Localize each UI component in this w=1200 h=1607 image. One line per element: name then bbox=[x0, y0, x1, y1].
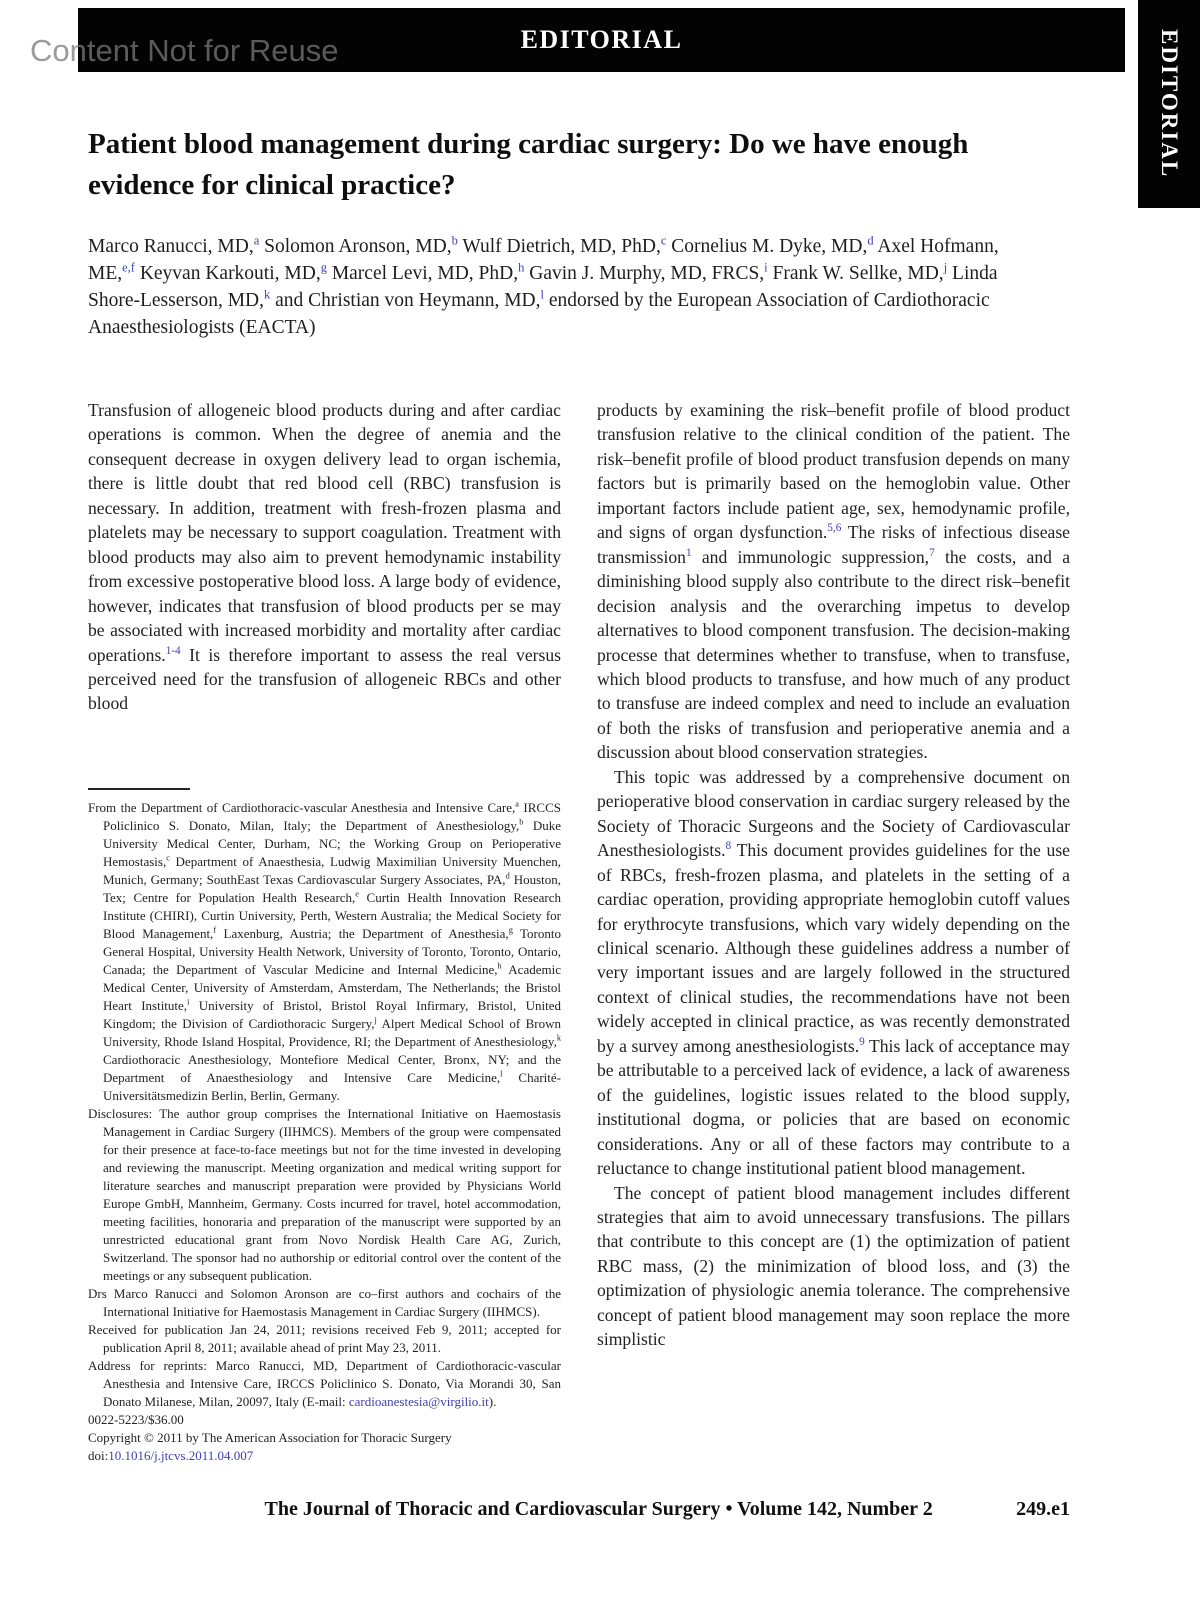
footnote-cofirst-authors: Drs Marco Ranucci and Solomon Aronson are co–first authors and cochairs of the International Initiative for Haemostasis Management in Cardiac Surgery (IIHMCS). bbox=[88, 1286, 561, 1319]
affiliation-ref: k bbox=[556, 1033, 561, 1043]
footnote-reprints-address: Address for reprints: Marco Ranucci, MD, Department of Cardiothoracic-vascular Anesthesia and Intensive Care, IRCCS Policlinico S. Donato, Via Morandi 30, San Donato Milanese, Milan, 20097, Italy (E-mail: cardioanestesia@virgilio.it). bbox=[88, 1358, 561, 1409]
page-footer bbox=[88, 1498, 1070, 1528]
citation-ref[interactable]: j bbox=[943, 260, 948, 275]
body-paragraph: products by examining the risk–benefit profile of blood product transfusion relative to the clinical condition of the patient. The risk–benefit profile of blood product transfusion depends on many factors but is primarily based on the hemoglobin value. Other important factors include patient age, sex, hemodynamic profile, and signs of organ dysfunction.$^{5,6}$ The risks of infectious disease transmission$^1$ and immunologic suppression,$^7$ the costs, and a diminishing blood supply also contribute to the direct risk–benefit decision analysis and the overarching impetus to develop alternatives to blood component transfusion. The decision-making processe that determines whether to transfuse, when to transfuse, which blood products to transfuse, and how much of any product to transfuse are indeed complex and need to include an evaluation of both the risks of transfusion and perioperative anemia and a discussion about blood conservation strategies. bbox=[597, 400, 1071, 763]
affiliation-ref: i bbox=[187, 997, 190, 1007]
article-title: Patient blood management during cardiac surgery: Do we have enough evidence for clinical practice? bbox=[88, 128, 969, 202]
affiliation-ref: f bbox=[213, 925, 217, 935]
affiliation-ref: e bbox=[355, 889, 359, 899]
body-paragraph: Transfusion of allogeneic blood products during and after cardiac operations is common. When the degree of anemia and the consequent decrease in oxygen delivery lead to organ ischemia, there is little doubt that red blood cell (RBC) transfusion is necessary. In addition, treatment with fresh-frozen plasma and platelets may be necessary to support coagulation. Treatment with blood products may also aim to prevent hemodynamic instability from excessive postoperative blood loss. A large body of evidence, however, indicates that transfusion of blood products per se may be associated with increased morbidity and mortality after cardiac operations.$^{1-4}$ It is therefore important to assess the real versus perceived need for the transfusion of allogeneic RBCs and other blood bbox=[88, 400, 561, 714]
citation-ref[interactable]: i bbox=[764, 260, 768, 275]
inline-link[interactable]: cardioanestesia@virgilio.it bbox=[348, 1394, 489, 1409]
citation-ref[interactable]: d bbox=[867, 233, 874, 248]
journal-volume-line: The Journal of Thoracic and Cardiovascular Surgery • Volume 142, Number 2 bbox=[264, 1498, 933, 1520]
inline-link[interactable]: 10.1016/j.jtcvs.2011.04.007 bbox=[108, 1448, 254, 1463]
citation-ref[interactable]: 5,6 bbox=[827, 522, 842, 535]
affiliation-ref: l bbox=[500, 1069, 503, 1079]
affiliation-ref: b bbox=[519, 817, 524, 827]
citation-ref[interactable]: a bbox=[253, 233, 260, 248]
content-reuse-watermark: Content Not for Reuse bbox=[30, 33, 339, 68]
citation-ref[interactable]: l bbox=[540, 287, 544, 302]
right-column bbox=[597, 398, 1070, 1352]
footnote-received-dates: Received for publication Jan 24, 2011; revisions received Feb 9, 2011; accepted for publication April 8, 2011; available ahead of print May 23, 2011. bbox=[88, 1322, 561, 1355]
affiliation-ref: d bbox=[505, 871, 510, 881]
affiliation-ref: c bbox=[166, 853, 170, 863]
citation-ref[interactable]: 8 bbox=[725, 840, 732, 853]
citation-ref[interactable]: h bbox=[518, 260, 525, 275]
editorial-side-tab bbox=[1138, 0, 1200, 208]
affiliation-ref: a bbox=[515, 799, 519, 809]
citation-ref[interactable]: b bbox=[451, 233, 458, 248]
affiliation-ref: h bbox=[497, 961, 502, 971]
body-paragraph: This topic was addressed by a comprehensive document on perioperative blood conservation in cardiac surgery released by the Society of Thoracic Surgeons and the Society of Cardiovascular Anesthesiologists.$^8$ This document provides guidelines for the use of RBCs, fresh-frozen plasma, and platelets in the setting of a cardiac operation, providing appropriate hemoglobin cutoff values for erythrocyte transfusions, which vary widely depending on the clinical scenario. Although these guidelines address a number of very important issues and are largely followed in the structured context of clinical studies, the recommendations have not been widely accepted in clinical practice, as was recently demonstrated by a survey among anesthesiologists.$^9$ This lack of acceptance may be attributable to a perceived lack of evidence, a lack of awareness of the guidelines, logistic issues related to the blood supply, institutional dogma, or policies that are based on economic considerations. Any or all of these factors may contribute to a reluctance to change institutional patient blood management. bbox=[597, 766, 1070, 1179]
footnote-doi: doi:10.1016/j.jtcvs.2011.04.007 bbox=[88, 1448, 254, 1463]
page-number: 249.e1 bbox=[1016, 1498, 1070, 1520]
left-column bbox=[88, 398, 561, 716]
citation-ref[interactable]: k bbox=[264, 287, 271, 302]
footnote-issn-price: 0022-5223/$36.00 bbox=[88, 1412, 184, 1427]
body-paragraph: The concept of patient blood management includes different strategies that aim to avoid unnecessary transfusions. The pillars that contribute to this concept are (1) the optimization of patient RBC mass, (2) the minimization of blood loss, and (3) the optimization of physiologic anemia tolerance. The comprehensive concept of patient blood management may soon replace the more simplistic bbox=[597, 1182, 1070, 1350]
author-list: Marco Ranucci, MD,$^a$ Solomon Aronson, MD,$^b$ Wulf Dietrich, MD, PhD,$^c$ Cornelius M. Dyke, MD,$^d$ Axel Hofmann, ME,$^{e,f}$ Keyvan Karkouti, MD,$^g$ Marcel Levi, MD, PhD,$^h$ Gavin J. Murphy, MD, FRCS,$^i$ Frank W. Sellke, MD,$^j$ Linda Shore-Lesserson, MD,$^k$ and Christian von Heymann, MD,$^l$ endorsed by the European Association of Cardiothoracic Anaesthesiologists (EACTA) bbox=[88, 233, 999, 338]
citation-ref[interactable]: 1 bbox=[685, 546, 692, 559]
affiliation-ref: g bbox=[508, 925, 513, 935]
citation-ref[interactable]: 1-4 bbox=[165, 644, 181, 657]
footnote-divider bbox=[88, 788, 190, 790]
footnote-copyright: Copyright © 2011 by The American Association for Thoracic Surgery bbox=[88, 1430, 452, 1445]
citation-ref[interactable]: c bbox=[660, 233, 667, 248]
citation-ref[interactable]: 9 bbox=[859, 1035, 865, 1048]
editorial-side-tab-label: EDITORIAL bbox=[1157, 29, 1182, 179]
editorial-banner-label: EDITORIAL bbox=[520, 25, 683, 54]
citation-ref[interactable]: e,f bbox=[122, 260, 135, 275]
affiliation-ref: j bbox=[374, 1015, 377, 1025]
footnote-block bbox=[88, 788, 561, 1465]
footnote-disclosures: Disclosures: The author group comprises the International Initiative on Haemostasis Management in Cardiac Surgery (IIHMCS). Members of the group were compensated for their presence at face-to-face meetings but not for the time invested in developing and reviewing the manuscript. Meeting organization and medical writing support for literature searches and manuscript preparation were provided by Physicians World Europe GmbH, Mannheim, Germany. Costs incurred for travel, hotel accommodation, meeting facilities, honoraria and preparation of the manuscript were supported by an unrestricted educational grant from Novo Nordisk Health Care AG, Zurich, Switzerland. The sponsor had no authorship or editorial control over the content of the meetings or any subsequent publication. bbox=[88, 1106, 561, 1283]
footnote-affiliations: From the Department of Cardiothoracic-vascular Anesthesia and Intensive Care,$^a$ IRCCS Policlinico S. Donato, Milan, Italy; the Department of Anesthesiology,$^b$ Duke University Medical Center, Durham, NC; the Working Group on Perioperative Hemostasis,$^c$ Department of Anaesthesia, Ludwig Maximilian University Muenchen, Munich, Germany; SouthEast Texas Cardiovascular Surgery Associates, PA,$^d$ Houston, Tex; Centre for Population Health Research,$^e$ Curtin Health Innovation Research Institute (CHIRI), Curtin University, Perth, Western Australia; the Medical Society for Blood Management,$^f$ Laxenburg, Austria; the Department of Anesthesia,$^g$ Toronto General Hospital, University Health Network, University of Toronto, Toronto, Ontario, Canada; the Department of Vascular Medicine and Internal Medicine,$^h$ Academic Medical Center, University of Amsterdam, Amsterdam, The Netherlands; the Bristol Heart Institute,$^i$ University of Bristol, Bristol Royal Infirmary, Bristol, United Kingdom; the Division of Cardiothoracic Surgery,$^j$ Alpert Medical School of Brown University, Rhode Island Hospital, Providence, RI; the Department of Anesthesiology,$^k$ Cardiothoracic Anesthesiology, Montefiore Medical Center, Bronx, NY; and the Department of Anaesthesiology and Intensive Care Medicine,$^l$ Charité-Universitätsmedizin Berlin, Berlin, Germany. bbox=[88, 799, 562, 1103]
citation-ref[interactable]: 7 bbox=[929, 546, 935, 559]
citation-ref[interactable]: g bbox=[320, 260, 327, 275]
